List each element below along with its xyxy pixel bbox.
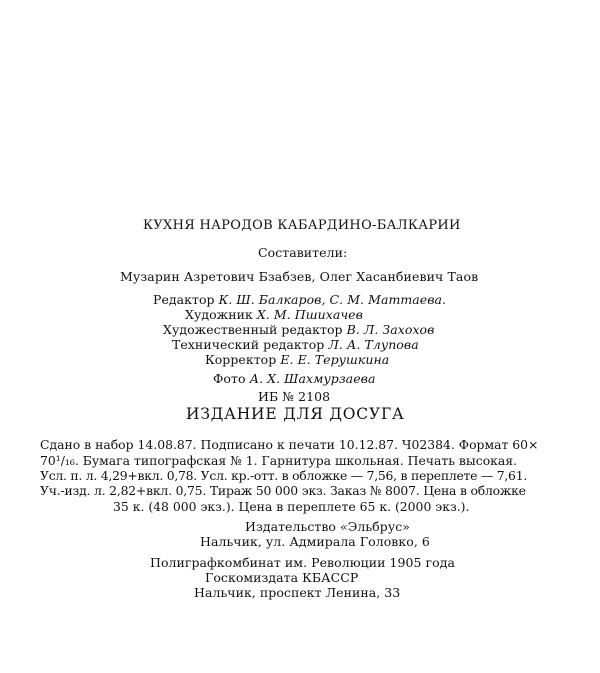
compilers-names: Музарин Азретович Бзабзев, Олег Хасанбиевич Таов — [120, 269, 479, 284]
credit-photo — [213, 371, 375, 387]
book-title: КУХНЯ НАРОДОВ КАБАРДИНО-БАЛКАРИИ — [143, 218, 461, 233]
printer-line-2: Госкомиздата КБАССР — [205, 570, 359, 585]
imprint-line-1: Сдано в набор 14.08.87. Подписано к печати 10.12.87. Ч02384. Формат 60× — [40, 437, 539, 452]
credit-tech-editor — [172, 337, 419, 353]
credit-names: Е. Е. Терушкина — [280, 352, 390, 367]
imprint-line-4: Уч.-изд. л. 2,82+вкл. 0,75. Тираж 50 000 экз. Заказ № 8007. Цена в обложке — [40, 483, 526, 498]
credit-role: Технический редактор — [172, 337, 325, 352]
credit-artist — [185, 307, 363, 323]
credit-role: Редактор — [153, 292, 215, 307]
compilers-label: Составители: — [258, 245, 348, 260]
credit-role: Корректор — [205, 352, 277, 367]
credit-names: Л. А. Тлупова — [328, 337, 419, 352]
credit-role: Художник — [185, 307, 253, 322]
credit-names: Х. М. Пшихачев — [256, 307, 363, 322]
publisher-name: Издательство «Эльбрус» — [245, 519, 410, 534]
printer-line-3: Нальчик, проспект Ленина, 33 — [194, 585, 401, 600]
credit-names: А. Х. Шахмурзаева — [249, 371, 376, 386]
ib-number: ИБ № 2108 — [258, 389, 331, 404]
credit-names: К. Ш. Балкаров, С. М. Маттаева. — [218, 292, 447, 307]
credit-art-editor — [163, 322, 434, 338]
printer-line-1: Полиграфкомбинат им. Революции 1905 года — [150, 555, 455, 570]
imprint-line-5: 35 к. (48 000 экз.). Цена в переплете 65 к. (2000 экз.). — [113, 499, 470, 514]
credit-role: Художественный редактор — [163, 322, 343, 337]
credit-editor — [153, 292, 446, 308]
publisher-address: Нальчик, ул. Адмирала Головко, 6 — [200, 534, 430, 549]
credit-names: В. Л. Захохов — [346, 322, 435, 337]
credit-role: Фото — [213, 371, 246, 386]
edition-type: ИЗДАНИЕ ДЛЯ ДОСУГА — [186, 405, 405, 423]
imprint-line-3: Усл. п. л. 4,29+вкл. 0,78. Усл. кр.-отт. в обложке — 7,56, в переплете — 7,61. — [40, 468, 528, 483]
imprint-line-2: 70¹/₁₆. Бумага типографская № 1. Гарнитура школьная. Печать высокая. — [40, 453, 518, 468]
credit-proofreader — [205, 352, 389, 368]
